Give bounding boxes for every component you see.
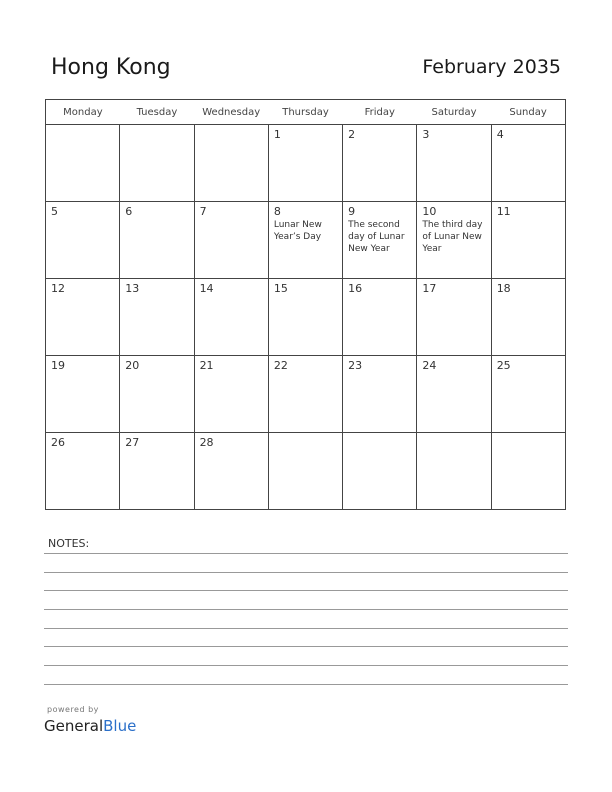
day-number: 7 <box>199 205 207 218</box>
day-cell[interactable] <box>343 279 417 356</box>
day-cell[interactable] <box>417 279 491 356</box>
day-cell[interactable] <box>268 202 342 279</box>
day-cell[interactable] <box>194 433 268 510</box>
day-number: 16 <box>348 282 363 295</box>
brand-logo <box>44 717 136 735</box>
note-line <box>44 572 568 573</box>
holiday-label: The second day of Lunar New Year <box>348 220 405 254</box>
note-line <box>44 646 568 647</box>
day-cell[interactable] <box>46 356 120 433</box>
day-cell[interactable] <box>194 279 268 356</box>
holiday-label: Lunar New Year’s Day <box>273 220 322 242</box>
day-cell[interactable] <box>120 433 194 510</box>
day-number: 23 <box>348 359 363 372</box>
day-number: 24 <box>422 359 437 372</box>
day-cell[interactable] <box>417 356 491 433</box>
day-cell[interactable] <box>268 279 342 356</box>
day-cell[interactable] <box>268 125 342 202</box>
day-cell[interactable] <box>268 433 342 510</box>
calendar-week-row <box>46 356 566 433</box>
day-cell[interactable] <box>46 433 120 510</box>
note-line <box>44 684 568 685</box>
day-number: 1 <box>273 128 281 141</box>
day-number: 17 <box>422 282 437 295</box>
weekday-header: Sunday <box>491 100 565 125</box>
day-cell[interactable] <box>417 125 491 202</box>
day-cell[interactable] <box>194 202 268 279</box>
day-cell[interactable] <box>491 279 565 356</box>
note-line <box>44 628 568 629</box>
day-cell[interactable] <box>120 356 194 433</box>
day-cell[interactable] <box>120 202 194 279</box>
brand-name-part1: General <box>44 717 104 735</box>
day-number: 4 <box>496 128 504 141</box>
month-year-title: February 2035 <box>422 56 561 78</box>
day-cell[interactable] <box>491 125 565 202</box>
day-cell[interactable] <box>491 202 565 279</box>
day-number: 15 <box>273 282 288 295</box>
day-cell[interactable] <box>46 125 120 202</box>
brand-name-part2: Blue <box>103 717 137 735</box>
day-cell[interactable] <box>491 433 565 510</box>
day-number: 20 <box>125 359 140 372</box>
day-cell[interactable] <box>491 356 565 433</box>
day-cell[interactable] <box>46 279 120 356</box>
day-number: 18 <box>496 282 511 295</box>
weekday-header: Saturday <box>417 100 491 125</box>
day-cell[interactable] <box>194 125 268 202</box>
day-number: 21 <box>199 359 214 372</box>
day-number: 25 <box>496 359 511 372</box>
day-number: 14 <box>199 282 214 295</box>
note-line <box>44 665 568 666</box>
day-number: 26 <box>51 436 65 449</box>
day-number: 28 <box>199 436 214 449</box>
weekday-header: Wednesday <box>194 100 268 125</box>
day-number: 8 <box>273 205 281 218</box>
weekday-header: Friday <box>343 100 417 125</box>
note-line <box>44 609 568 610</box>
note-line <box>44 553 568 554</box>
day-number: 2 <box>348 128 356 141</box>
day-cell[interactable] <box>120 125 194 202</box>
day-cell[interactable] <box>46 202 120 279</box>
weekday-header: Monday <box>46 100 120 125</box>
weekday-header: Tuesday <box>120 100 194 125</box>
day-cell[interactable] <box>343 356 417 433</box>
day-cell[interactable] <box>194 356 268 433</box>
notes-label: NOTES: <box>48 537 90 550</box>
holiday-label: The third day of Lunar New Year <box>422 220 483 254</box>
calendar-week-row <box>46 125 566 202</box>
day-number: 13 <box>125 282 140 295</box>
day-number: 6 <box>125 205 133 218</box>
day-number: 22 <box>273 359 288 372</box>
day-number: 10 <box>422 205 437 218</box>
day-number: 11 <box>496 205 511 218</box>
calendar-grid <box>45 99 566 510</box>
day-cell[interactable] <box>417 433 491 510</box>
day-number: 3 <box>422 128 430 141</box>
calendar-week-row <box>46 202 566 279</box>
day-number: 12 <box>51 282 65 295</box>
calendar-week-row <box>46 279 566 356</box>
day-cell[interactable] <box>417 202 491 279</box>
calendar-week-row <box>46 433 566 510</box>
region-title: Hong Kong <box>51 55 171 80</box>
day-cell[interactable] <box>120 279 194 356</box>
day-number: 5 <box>51 205 58 218</box>
day-cell[interactable] <box>343 202 417 279</box>
weekday-header: Thursday <box>268 100 342 125</box>
note-line <box>44 590 568 591</box>
day-number: 9 <box>348 205 356 218</box>
powered-by-text: powered by <box>47 705 99 714</box>
day-cell[interactable] <box>268 356 342 433</box>
day-number: 27 <box>125 436 140 449</box>
day-cell[interactable] <box>343 433 417 510</box>
day-cell[interactable] <box>343 125 417 202</box>
weekday-header-row <box>46 100 566 125</box>
day-number: 19 <box>51 359 65 372</box>
